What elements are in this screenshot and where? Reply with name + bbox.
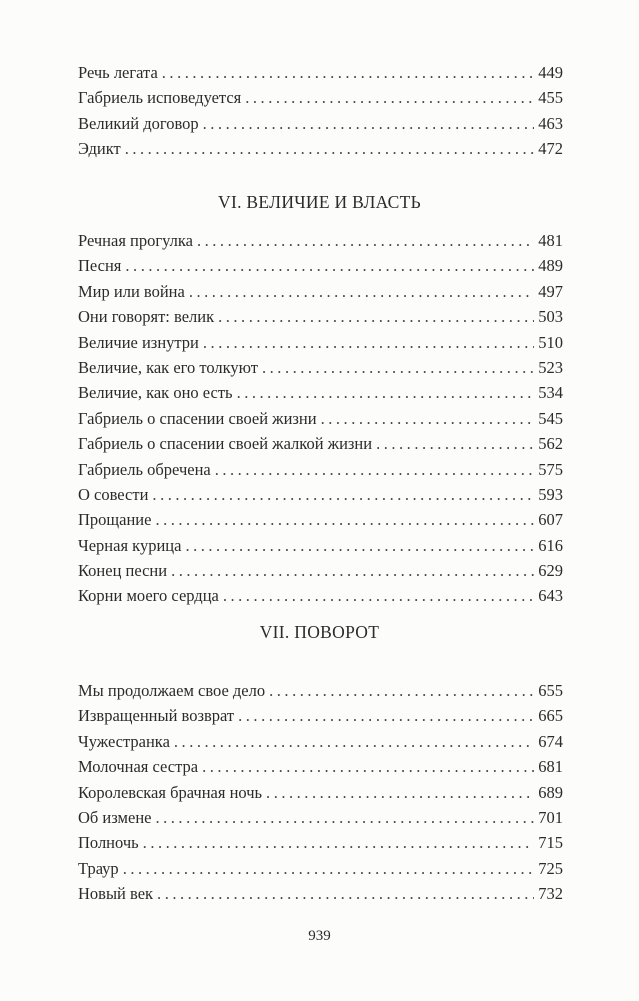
- toc-entry-page: 497: [538, 281, 563, 301]
- toc-entry-title: Королевская брачная ночь: [78, 782, 263, 802]
- dot-leader: [125, 136, 535, 161]
- toc-entry: [78, 406, 563, 431]
- toc-entry-title: Полночь: [78, 833, 139, 853]
- page-number: 939: [308, 928, 331, 944]
- toc-entry-page: 643: [538, 586, 563, 606]
- toc-entry: [78, 380, 563, 405]
- toc-entry: [78, 60, 563, 85]
- dot-leader: [125, 253, 534, 278]
- toc-entry-title: Величие, как его толкуют: [78, 357, 258, 377]
- dot-leader: [376, 431, 534, 456]
- dot-leader: [143, 830, 535, 855]
- toc-entry-page: 665: [538, 706, 563, 726]
- toc-entry: [78, 583, 563, 608]
- toc-block-vi: [78, 228, 563, 609]
- toc-entry: [78, 507, 563, 532]
- toc-entry: [78, 805, 563, 830]
- toc-entry-title: Черная курица: [78, 535, 182, 555]
- dot-leader: [245, 85, 534, 110]
- toc-entry-title: Чужестранка: [78, 731, 170, 751]
- toc-entry: [78, 279, 563, 304]
- dot-leader: [262, 355, 534, 380]
- toc-entry: [78, 558, 563, 583]
- toc-entry: [78, 754, 563, 779]
- dot-leader: [203, 111, 535, 136]
- toc-entry-page: 463: [538, 113, 563, 133]
- toc-entry: [78, 830, 563, 855]
- toc-entry-page: 575: [538, 459, 563, 479]
- toc-entry-page: 562: [538, 434, 563, 454]
- toc-block-continued: [78, 60, 563, 162]
- toc-entry: [78, 228, 563, 253]
- dot-leader: [266, 780, 534, 805]
- dot-leader: [162, 60, 534, 85]
- toc-entry-title: Мир или война: [78, 281, 185, 301]
- toc-entry-title: Молочная сестра: [78, 757, 199, 777]
- toc-entry: [78, 431, 563, 456]
- dot-leader: [185, 533, 534, 558]
- toc-entry-page: 732: [538, 884, 563, 904]
- toc-entry-page: 681: [538, 757, 563, 777]
- toc-entry-title: Габриель о спасении своей жалкой жизни: [78, 434, 373, 454]
- toc-entry-title: Величие изнутри: [78, 332, 199, 352]
- dot-leader: [269, 678, 534, 703]
- toc-entry-page: 449: [538, 63, 563, 82]
- toc-entry-page: 593: [538, 484, 563, 504]
- toc-entry-page: 534: [538, 383, 563, 403]
- dot-leader: [197, 228, 534, 253]
- toc-entry-page: 725: [538, 858, 563, 878]
- toc-entry: [78, 457, 563, 482]
- toc-entry: [78, 136, 563, 161]
- section-heading-vi: VI. ВЕЛИЧИЕ И ВЛАСТЬ: [218, 192, 421, 212]
- toc-entry-title: Речная прогулка: [78, 231, 193, 250]
- toc-entry-title: Величие, как оно есть: [78, 383, 233, 403]
- toc-entry-page: 616: [538, 535, 563, 555]
- toc-entry-title: Об измене: [78, 807, 152, 827]
- toc-entry: [78, 355, 563, 380]
- toc-block-vii: [78, 678, 563, 907]
- toc-entry-title: Песня: [78, 256, 122, 276]
- toc-entry: [78, 330, 563, 355]
- toc-entry-page: 701: [538, 807, 563, 827]
- toc-entry: [78, 482, 563, 507]
- toc-entry-title: Габриель о спасении своей жизни: [78, 408, 317, 428]
- toc-entry-page: 674: [538, 731, 563, 751]
- toc-entry-title: О совести: [78, 484, 149, 504]
- toc-entry: [78, 856, 563, 881]
- toc-entry-title: Извращенный возврат: [78, 706, 235, 726]
- dot-leader: [215, 457, 535, 482]
- toc-entry-title: Конец песни: [78, 561, 168, 581]
- toc-entry-title: Великий договор: [78, 113, 199, 133]
- toc-entry-page: 629: [538, 561, 563, 581]
- dot-leader: [155, 805, 534, 830]
- toc-entry: [78, 780, 563, 805]
- toc-entry-page: 481: [538, 231, 563, 250]
- toc-entry-title: Прощание: [78, 510, 152, 530]
- toc-entry: [78, 304, 563, 329]
- toc-entry-title: Эдикт: [78, 139, 121, 159]
- dot-leader: [174, 729, 534, 754]
- toc-entry-title: Габриель исповедуется: [78, 88, 242, 108]
- toc-entry-title: Новый век: [78, 884, 154, 904]
- dot-leader: [223, 583, 534, 608]
- toc-entry-title: Мы продолжаем свое дело: [78, 681, 266, 700]
- dot-leader: [237, 380, 535, 405]
- dot-leader: [202, 754, 534, 779]
- toc-entry: [78, 881, 563, 906]
- toc-entry-title: Габриель обречена: [78, 459, 211, 479]
- toc-entry-title: Корни моего сердца: [78, 586, 219, 606]
- toc-entry: [78, 703, 563, 728]
- toc-entry-page: 510: [538, 332, 563, 352]
- section-heading-vii: VII. ПОВОРОТ: [259, 622, 380, 642]
- toc-entry-title: Речь легата: [78, 63, 158, 82]
- toc-entry: [78, 85, 563, 110]
- toc-entry: [78, 111, 563, 136]
- dot-leader: [152, 482, 534, 507]
- dot-leader: [171, 558, 534, 583]
- toc-entry-page: 455: [538, 88, 563, 108]
- toc-entry: [78, 533, 563, 558]
- toc-entry-title: Траур: [78, 858, 119, 878]
- dot-leader: [203, 330, 534, 355]
- dot-leader: [218, 304, 534, 329]
- toc-entry-page: 545: [538, 408, 563, 428]
- toc-entry-page: 715: [538, 833, 563, 853]
- dot-leader: [155, 507, 534, 532]
- toc-entry-page: 689: [538, 782, 563, 802]
- toc-entry: [78, 253, 563, 278]
- toc-entry-title: Они говорят: велик: [78, 307, 215, 327]
- toc-entry-page: 503: [538, 307, 563, 327]
- toc-entry-page: 472: [538, 139, 563, 159]
- dot-leader: [321, 406, 535, 431]
- dot-leader: [157, 881, 534, 906]
- dot-leader: [123, 856, 535, 881]
- toc-entry: [78, 729, 563, 754]
- toc-entry-page: 489: [538, 256, 563, 276]
- dot-leader: [189, 279, 534, 304]
- toc-entry-page: 523: [538, 357, 563, 377]
- dot-leader: [238, 703, 534, 728]
- toc-entry: [78, 678, 563, 703]
- toc-entry-page: 607: [538, 510, 563, 530]
- toc-entry-page: 655: [538, 681, 563, 700]
